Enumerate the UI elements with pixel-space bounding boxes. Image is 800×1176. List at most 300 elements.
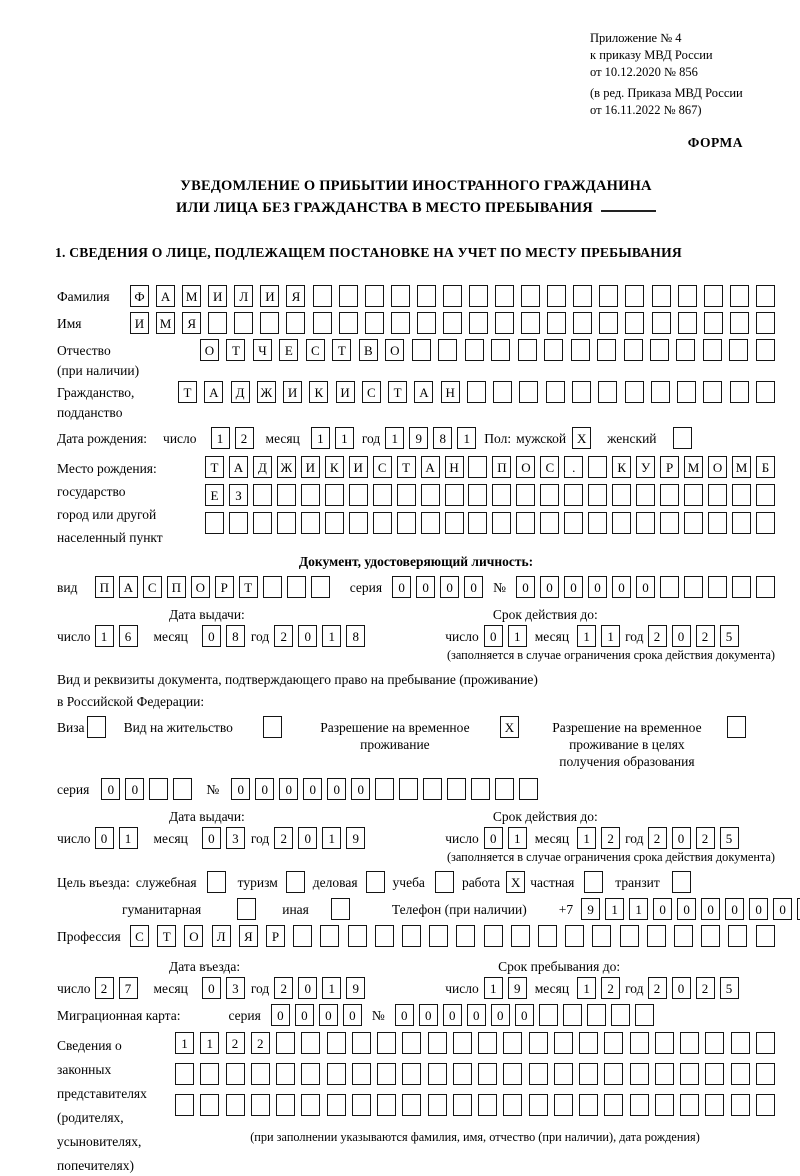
- char-cell[interactable]: [311, 576, 330, 598]
- char-cell[interactable]: [647, 925, 666, 947]
- char-cell[interactable]: 1: [457, 427, 476, 449]
- char-cell[interactable]: С: [130, 925, 149, 947]
- char-cell[interactable]: [684, 484, 703, 506]
- char-cell[interactable]: Д: [253, 456, 272, 478]
- char-cell[interactable]: 2: [648, 977, 667, 999]
- purpose-tourism-checkbox[interactable]: [286, 871, 305, 893]
- char-cell[interactable]: 1: [95, 625, 114, 647]
- char-cell[interactable]: 1: [577, 625, 596, 647]
- char-cell[interactable]: [391, 312, 410, 334]
- char-cell[interactable]: [592, 925, 611, 947]
- char-cell[interactable]: 2: [696, 827, 715, 849]
- stay-year-cells[interactable]: [648, 977, 739, 999]
- char-cell[interactable]: [253, 484, 272, 506]
- char-cell[interactable]: [453, 1094, 472, 1116]
- char-cell[interactable]: [625, 312, 644, 334]
- char-cell[interactable]: 1: [335, 427, 354, 449]
- char-cell[interactable]: [599, 285, 618, 307]
- char-cell[interactable]: [660, 576, 679, 598]
- char-cell[interactable]: [676, 339, 695, 361]
- char-cell[interactable]: [443, 285, 462, 307]
- char-cell[interactable]: 1: [508, 625, 527, 647]
- char-cell[interactable]: 2: [235, 427, 254, 449]
- char-cell[interactable]: 6: [119, 625, 138, 647]
- char-cell[interactable]: [349, 512, 368, 534]
- char-cell[interactable]: 0: [416, 576, 435, 598]
- char-cell[interactable]: [732, 484, 751, 506]
- char-cell[interactable]: 0: [773, 898, 792, 920]
- char-cell[interactable]: 2: [274, 977, 293, 999]
- char-cell[interactable]: [402, 1063, 421, 1085]
- char-cell[interactable]: [728, 925, 747, 947]
- char-cell[interactable]: П: [95, 576, 114, 598]
- char-cell[interactable]: Б: [756, 456, 775, 478]
- char-cell[interactable]: А: [421, 456, 440, 478]
- char-cell[interactable]: [495, 312, 514, 334]
- char-cell[interactable]: 2: [648, 625, 667, 647]
- char-cell[interactable]: [492, 484, 511, 506]
- char-cell[interactable]: [597, 339, 616, 361]
- char-cell[interactable]: 0: [484, 827, 503, 849]
- char-cell[interactable]: 1: [601, 625, 620, 647]
- char-cell[interactable]: [630, 1032, 649, 1054]
- char-cell[interactable]: 9: [346, 827, 365, 849]
- char-cell[interactable]: [705, 1094, 724, 1116]
- char-cell[interactable]: 8: [433, 427, 452, 449]
- char-cell[interactable]: [588, 456, 607, 478]
- char-cell[interactable]: [630, 1063, 649, 1085]
- char-cell[interactable]: С: [306, 339, 325, 361]
- char-cell[interactable]: П: [492, 456, 511, 478]
- char-cell[interactable]: [503, 1063, 522, 1085]
- char-cell[interactable]: [277, 484, 296, 506]
- resid-series-cells[interactable]: [101, 778, 192, 800]
- char-cell[interactable]: [612, 512, 631, 534]
- char-cell[interactable]: 0: [672, 977, 691, 999]
- char-cell[interactable]: 0: [540, 576, 559, 598]
- char-cell[interactable]: 1: [508, 827, 527, 849]
- repr-cells-row1[interactable]: [175, 1032, 775, 1054]
- char-cell[interactable]: [375, 925, 394, 947]
- char-cell[interactable]: [484, 925, 503, 947]
- char-cell[interactable]: [377, 1094, 396, 1116]
- char-cell[interactable]: [428, 1063, 447, 1085]
- male-checkbox[interactable]: [572, 427, 591, 449]
- char-cell[interactable]: 1: [322, 977, 341, 999]
- char-cell[interactable]: 0: [564, 576, 583, 598]
- char-cell[interactable]: Р: [266, 925, 285, 947]
- char-cell[interactable]: Е: [205, 484, 224, 506]
- char-cell[interactable]: 1: [175, 1032, 194, 1054]
- char-cell[interactable]: [397, 484, 416, 506]
- char-cell[interactable]: [428, 1094, 447, 1116]
- char-cell[interactable]: О: [708, 456, 727, 478]
- char-cell[interactable]: 5: [720, 977, 739, 999]
- char-cell[interactable]: [175, 1094, 194, 1116]
- resid-valid-year-cells[interactable]: [648, 827, 739, 849]
- char-cell[interactable]: [519, 381, 538, 403]
- char-cell[interactable]: [399, 778, 418, 800]
- char-cell[interactable]: [678, 312, 697, 334]
- char-cell[interactable]: 1: [211, 427, 230, 449]
- char-cell[interactable]: [756, 381, 775, 403]
- char-cell[interactable]: [325, 484, 344, 506]
- char-cell[interactable]: [705, 1032, 724, 1054]
- char-cell[interactable]: [511, 925, 530, 947]
- char-cell[interactable]: 0: [491, 1004, 510, 1026]
- char-cell[interactable]: 0: [749, 898, 768, 920]
- char-cell[interactable]: [492, 512, 511, 534]
- char-cell[interactable]: 1: [577, 977, 596, 999]
- char-cell[interactable]: [579, 1094, 598, 1116]
- resid-issue-day-cells[interactable]: [95, 827, 138, 849]
- char-cell[interactable]: [443, 312, 462, 334]
- char-cell[interactable]: [703, 381, 722, 403]
- char-cell[interactable]: 7: [119, 977, 138, 999]
- doc-valid-day-cells[interactable]: [484, 625, 527, 647]
- char-cell[interactable]: [149, 778, 168, 800]
- char-cell[interactable]: Н: [445, 456, 464, 478]
- char-cell[interactable]: [373, 484, 392, 506]
- char-cell[interactable]: [625, 285, 644, 307]
- mc-number-cells[interactable]: [395, 1004, 654, 1026]
- char-cell[interactable]: [301, 1094, 320, 1116]
- char-cell[interactable]: С: [143, 576, 162, 598]
- char-cell[interactable]: 1: [385, 427, 404, 449]
- char-cell[interactable]: И: [130, 312, 149, 334]
- doc-series-cells[interactable]: [392, 576, 483, 598]
- char-cell[interactable]: [564, 512, 583, 534]
- char-cell[interactable]: 0: [467, 1004, 486, 1026]
- char-cell[interactable]: [251, 1063, 270, 1085]
- resid-issue-month-cells[interactable]: [202, 827, 245, 849]
- char-cell[interactable]: [554, 1032, 573, 1054]
- char-cell[interactable]: [200, 1094, 219, 1116]
- char-cell[interactable]: Е: [279, 339, 298, 361]
- char-cell[interactable]: 1: [322, 827, 341, 849]
- char-cell[interactable]: 2: [696, 977, 715, 999]
- char-cell[interactable]: [756, 512, 775, 534]
- char-cell[interactable]: [529, 1094, 548, 1116]
- char-cell[interactable]: [402, 1032, 421, 1054]
- char-cell[interactable]: [465, 339, 484, 361]
- char-cell[interactable]: 0: [612, 576, 631, 598]
- char-cell[interactable]: [544, 339, 563, 361]
- char-cell[interactable]: 0: [392, 576, 411, 598]
- char-cell[interactable]: С: [373, 456, 392, 478]
- char-cell[interactable]: И: [260, 285, 279, 307]
- char-cell[interactable]: 0: [343, 1004, 362, 1026]
- char-cell[interactable]: [547, 312, 566, 334]
- char-cell[interactable]: [730, 285, 749, 307]
- char-cell[interactable]: [579, 1063, 598, 1085]
- char-cell[interactable]: И: [208, 285, 227, 307]
- char-cell[interactable]: [756, 285, 775, 307]
- char-cell[interactable]: 1: [484, 977, 503, 999]
- char-cell[interactable]: 0: [440, 576, 459, 598]
- char-cell[interactable]: 0: [298, 625, 317, 647]
- char-cell[interactable]: Ж: [277, 456, 296, 478]
- char-cell[interactable]: [229, 512, 248, 534]
- char-cell[interactable]: [756, 1094, 775, 1116]
- char-cell[interactable]: 0: [419, 1004, 438, 1026]
- char-cell[interactable]: 0: [202, 977, 221, 999]
- char-cell[interactable]: 0: [202, 625, 221, 647]
- char-cell[interactable]: Т: [157, 925, 176, 947]
- char-cell[interactable]: [397, 512, 416, 534]
- char-cell[interactable]: X: [500, 716, 519, 738]
- char-cell[interactable]: З: [229, 484, 248, 506]
- char-cell[interactable]: 1: [322, 625, 341, 647]
- char-cell[interactable]: [540, 484, 559, 506]
- char-cell[interactable]: 0: [95, 827, 114, 849]
- char-cell[interactable]: 0: [653, 898, 672, 920]
- char-cell[interactable]: 1: [605, 898, 624, 920]
- char-cell[interactable]: [635, 1004, 654, 1026]
- char-cell[interactable]: [588, 512, 607, 534]
- char-cell[interactable]: [598, 381, 617, 403]
- char-cell[interactable]: [467, 381, 486, 403]
- char-cell[interactable]: [756, 312, 775, 334]
- purpose-other-checkbox[interactable]: [331, 898, 350, 920]
- char-cell[interactable]: [366, 871, 385, 893]
- char-cell[interactable]: 1: [577, 827, 596, 849]
- char-cell[interactable]: [471, 778, 490, 800]
- char-cell[interactable]: Ч: [253, 339, 272, 361]
- char-cell[interactable]: 2: [648, 827, 667, 849]
- char-cell[interactable]: [293, 925, 312, 947]
- stay-month-cells[interactable]: [577, 977, 620, 999]
- stay-day-cells[interactable]: [484, 977, 527, 999]
- char-cell[interactable]: [468, 512, 487, 534]
- char-cell[interactable]: [565, 925, 584, 947]
- char-cell[interactable]: Р: [660, 456, 679, 478]
- birthplace-cells-row2[interactable]: [205, 484, 775, 506]
- char-cell[interactable]: 0: [125, 778, 144, 800]
- char-cell[interactable]: 0: [279, 778, 298, 800]
- char-cell[interactable]: [636, 484, 655, 506]
- char-cell[interactable]: [226, 1094, 245, 1116]
- char-cell[interactable]: [491, 339, 510, 361]
- char-cell[interactable]: [301, 1032, 320, 1054]
- char-cell[interactable]: Т: [178, 381, 197, 403]
- temp-permit-checkbox[interactable]: [500, 716, 519, 738]
- char-cell[interactable]: 0: [303, 778, 322, 800]
- char-cell[interactable]: [674, 925, 693, 947]
- doc-number-cells[interactable]: [516, 576, 775, 598]
- visa-checkbox[interactable]: [87, 716, 106, 738]
- char-cell[interactable]: 9: [508, 977, 527, 999]
- char-cell[interactable]: [730, 381, 749, 403]
- char-cell[interactable]: 2: [251, 1032, 270, 1054]
- entry-month-cells[interactable]: [202, 977, 245, 999]
- char-cell[interactable]: [612, 484, 631, 506]
- resid-valid-month-cells[interactable]: [577, 827, 620, 849]
- doc-issue-year-cells[interactable]: [274, 625, 365, 647]
- entry-year-cells[interactable]: [274, 977, 365, 999]
- char-cell[interactable]: [251, 1094, 270, 1116]
- char-cell[interactable]: [521, 312, 540, 334]
- char-cell[interactable]: [708, 484, 727, 506]
- char-cell[interactable]: 0: [202, 827, 221, 849]
- char-cell[interactable]: [572, 381, 591, 403]
- char-cell[interactable]: [327, 1094, 346, 1116]
- char-cell[interactable]: [677, 381, 696, 403]
- char-cell[interactable]: [286, 871, 305, 893]
- char-cell[interactable]: [584, 871, 603, 893]
- char-cell[interactable]: 0: [672, 827, 691, 849]
- char-cell[interactable]: Н: [441, 381, 460, 403]
- char-cell[interactable]: [573, 312, 592, 334]
- char-cell[interactable]: [540, 512, 559, 534]
- char-cell[interactable]: [652, 312, 671, 334]
- char-cell[interactable]: .: [564, 456, 583, 478]
- char-cell[interactable]: [423, 778, 442, 800]
- char-cell[interactable]: [680, 1063, 699, 1085]
- char-cell[interactable]: [573, 285, 592, 307]
- char-cell[interactable]: 0: [516, 576, 535, 598]
- char-cell[interactable]: 0: [295, 1004, 314, 1026]
- char-cell[interactable]: 0: [255, 778, 274, 800]
- char-cell[interactable]: Т: [397, 456, 416, 478]
- char-cell[interactable]: [756, 925, 775, 947]
- birth-day-cells[interactable]: [211, 427, 254, 449]
- patronymic-cells[interactable]: [200, 339, 775, 361]
- char-cell[interactable]: [421, 512, 440, 534]
- entry-day-cells[interactable]: [95, 977, 138, 999]
- char-cell[interactable]: 0: [672, 625, 691, 647]
- char-cell[interactable]: [391, 285, 410, 307]
- char-cell[interactable]: [365, 312, 384, 334]
- char-cell[interactable]: [276, 1032, 295, 1054]
- char-cell[interactable]: 0: [271, 1004, 290, 1026]
- char-cell[interactable]: [331, 898, 350, 920]
- char-cell[interactable]: [554, 1063, 573, 1085]
- char-cell[interactable]: [429, 925, 448, 947]
- char-cell[interactable]: [469, 312, 488, 334]
- char-cell[interactable]: [680, 1094, 699, 1116]
- doc-issue-day-cells[interactable]: [95, 625, 138, 647]
- char-cell[interactable]: 2: [696, 625, 715, 647]
- char-cell[interactable]: У: [636, 456, 655, 478]
- repr-cells-row3[interactable]: [175, 1094, 775, 1116]
- char-cell[interactable]: [339, 312, 358, 334]
- char-cell[interactable]: [173, 778, 192, 800]
- char-cell[interactable]: Т: [226, 339, 245, 361]
- char-cell[interactable]: [652, 285, 671, 307]
- char-cell[interactable]: [348, 925, 367, 947]
- char-cell[interactable]: [469, 285, 488, 307]
- char-cell[interactable]: 2: [274, 827, 293, 849]
- char-cell[interactable]: [313, 312, 332, 334]
- residence-permit-checkbox[interactable]: [263, 716, 282, 738]
- char-cell[interactable]: 0: [636, 576, 655, 598]
- char-cell[interactable]: [571, 339, 590, 361]
- char-cell[interactable]: Я: [182, 312, 201, 334]
- char-cell[interactable]: [660, 512, 679, 534]
- char-cell[interactable]: [349, 484, 368, 506]
- birth-month-cells[interactable]: [311, 427, 354, 449]
- char-cell[interactable]: [301, 484, 320, 506]
- char-cell[interactable]: Я: [286, 285, 305, 307]
- char-cell[interactable]: [468, 484, 487, 506]
- char-cell[interactable]: [286, 312, 305, 334]
- char-cell[interactable]: [579, 1032, 598, 1054]
- char-cell[interactable]: [546, 381, 565, 403]
- char-cell[interactable]: А: [229, 456, 248, 478]
- birth-year-cells[interactable]: [385, 427, 476, 449]
- char-cell[interactable]: 1: [311, 427, 330, 449]
- doc-valid-year-cells[interactable]: [648, 625, 739, 647]
- mc-series-cells[interactable]: [271, 1004, 362, 1026]
- char-cell[interactable]: [478, 1094, 497, 1116]
- char-cell[interactable]: [636, 512, 655, 534]
- char-cell[interactable]: [756, 576, 775, 598]
- char-cell[interactable]: [87, 716, 106, 738]
- char-cell[interactable]: [263, 716, 282, 738]
- char-cell[interactable]: [673, 427, 692, 449]
- char-cell[interactable]: [680, 1032, 699, 1054]
- repr-cells-row2[interactable]: [175, 1063, 775, 1085]
- char-cell[interactable]: [468, 456, 487, 478]
- char-cell[interactable]: [352, 1063, 371, 1085]
- char-cell[interactable]: [365, 285, 384, 307]
- surname-cells[interactable]: [130, 285, 775, 307]
- char-cell[interactable]: [564, 484, 583, 506]
- char-cell[interactable]: [521, 285, 540, 307]
- char-cell[interactable]: [650, 339, 669, 361]
- char-cell[interactable]: [478, 1063, 497, 1085]
- char-cell[interactable]: [435, 871, 454, 893]
- char-cell[interactable]: [263, 576, 282, 598]
- char-cell[interactable]: М: [684, 456, 703, 478]
- char-cell[interactable]: [529, 1063, 548, 1085]
- char-cell[interactable]: [205, 512, 224, 534]
- char-cell[interactable]: 0: [327, 778, 346, 800]
- profession-cells[interactable]: [130, 925, 775, 947]
- char-cell[interactable]: [588, 484, 607, 506]
- temp-permit-edu-checkbox[interactable]: [727, 716, 746, 738]
- char-cell[interactable]: [731, 1094, 750, 1116]
- char-cell[interactable]: [651, 381, 670, 403]
- char-cell[interactable]: [655, 1032, 674, 1054]
- char-cell[interactable]: 9: [346, 977, 365, 999]
- char-cell[interactable]: 5: [720, 827, 739, 849]
- char-cell[interactable]: [563, 1004, 582, 1026]
- char-cell[interactable]: [253, 512, 272, 534]
- char-cell[interactable]: [352, 1094, 371, 1116]
- doc-type-cells[interactable]: [95, 576, 330, 598]
- char-cell[interactable]: М: [182, 285, 201, 307]
- char-cell[interactable]: А: [414, 381, 433, 403]
- char-cell[interactable]: О: [200, 339, 219, 361]
- char-cell[interactable]: [705, 1063, 724, 1085]
- char-cell[interactable]: [539, 1004, 558, 1026]
- char-cell[interactable]: 8: [226, 625, 245, 647]
- char-cell[interactable]: 8: [346, 625, 365, 647]
- purpose-study-checkbox[interactable]: [435, 871, 454, 893]
- purpose-humanitarian-checkbox[interactable]: [237, 898, 256, 920]
- char-cell[interactable]: [756, 1032, 775, 1054]
- char-cell[interactable]: [277, 512, 296, 534]
- char-cell[interactable]: В: [359, 339, 378, 361]
- char-cell[interactable]: [260, 312, 279, 334]
- char-cell[interactable]: 0: [677, 898, 696, 920]
- char-cell[interactable]: [421, 484, 440, 506]
- char-cell[interactable]: [373, 512, 392, 534]
- char-cell[interactable]: 0: [725, 898, 744, 920]
- char-cell[interactable]: [625, 381, 644, 403]
